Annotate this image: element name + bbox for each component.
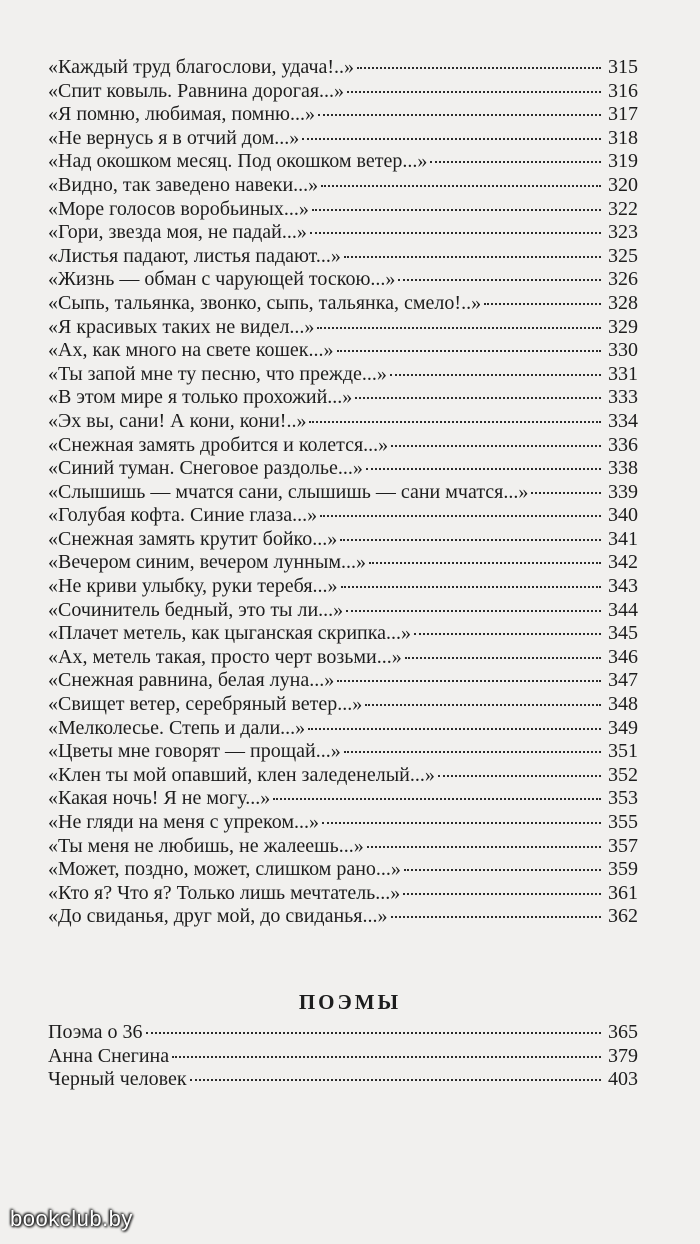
toc-entry	[48, 717, 638, 741]
toc-entry	[48, 56, 638, 80]
entry-title: «Гори, звезда моя, не падай...»	[48, 221, 307, 244]
toc-entry	[48, 339, 638, 363]
dot-leader	[531, 492, 601, 494]
toc-entry	[48, 80, 638, 104]
toc-entry	[48, 882, 638, 906]
entry-title: «Не гляди на меня с упреком...»	[48, 811, 320, 833]
toc-entry	[48, 457, 638, 481]
dot-leader	[312, 209, 601, 211]
dot-leader	[391, 445, 601, 447]
entry-title: «Море голосов воробьиных...»	[48, 197, 309, 220]
page-number: 322	[608, 197, 638, 220]
toc-entry	[48, 174, 638, 198]
toc-entry	[48, 434, 638, 458]
dot-leader	[405, 657, 601, 659]
toc-entry	[48, 905, 638, 929]
entry-title: «В этом мире я только прохожий...»	[48, 386, 353, 409]
toc-entry	[48, 575, 638, 599]
toc-entry	[48, 268, 638, 292]
entry-title: «Сочинитель бедный, это ты ли...»	[48, 598, 344, 621]
page-number: 348	[608, 693, 638, 716]
dot-leader	[344, 751, 601, 753]
dot-leader	[322, 822, 601, 824]
page-number: 318	[608, 126, 638, 149]
dot-leader	[146, 1032, 602, 1034]
page-number: 342	[608, 551, 638, 574]
toc-entry	[48, 622, 638, 646]
dot-leader	[337, 350, 602, 352]
page-number: 333	[608, 386, 638, 409]
dot-leader	[346, 610, 601, 612]
entry-title: «Эх вы, сани! А кони, кони!..»	[48, 409, 307, 432]
dot-leader	[321, 185, 601, 187]
entry-title: «Голубая кофта. Синие глаза...»	[48, 504, 318, 527]
page-number: 346	[608, 645, 638, 668]
entry-title: «Ты запой мне ту песню, что прежде...»	[48, 362, 387, 385]
entry-title: «Какая ночь! Я не могу...»	[48, 787, 271, 810]
entry-title: «Свищет ветер, серебряный ветер...»	[48, 693, 363, 716]
page-number: 359	[608, 858, 638, 881]
toc-entry	[48, 740, 638, 764]
toc-entry	[48, 1068, 638, 1092]
page-number: 325	[608, 244, 638, 267]
dot-leader	[430, 161, 601, 163]
entry-title: «Слышишь — мчатся сани, слышишь — сани мчатся...»	[48, 480, 529, 503]
dot-leader	[366, 468, 601, 470]
entry-title: «Видно, так заведено навеки...»	[48, 173, 319, 196]
toc-entry	[48, 528, 638, 552]
entry-title: «Мелколесье. Степь и дали...»	[48, 716, 306, 739]
dot-leader	[310, 232, 601, 234]
toc-entry	[48, 150, 638, 174]
watermark-text: bookclub.by	[10, 1206, 133, 1231]
page-number: 349	[608, 716, 638, 739]
toc-entry	[48, 363, 638, 387]
dot-leader	[337, 680, 601, 682]
entry-title: «Синий туман. Снеговое раздолье...»	[48, 457, 363, 480]
toc-entry	[48, 669, 638, 693]
page-number: 351	[608, 740, 638, 763]
page-number: 316	[608, 79, 638, 102]
toc-entry	[48, 292, 638, 316]
page-number: 319	[608, 150, 638, 173]
entry-title: «Жизнь — обман с чарующей тоскою...»	[48, 268, 396, 291]
entry-title: «Снежная равнина, белая луна...»	[48, 669, 335, 692]
toc-entry	[48, 1021, 638, 1045]
dot-leader	[365, 704, 601, 706]
entry-title: Анна Снегина	[48, 1044, 170, 1067]
page-number: 329	[608, 315, 638, 338]
toc-entry	[48, 410, 638, 434]
toc-entry	[48, 646, 638, 670]
entry-title: «Клен ты мой опавший, клен заледенелый...»	[48, 763, 435, 786]
page-number: 379	[608, 1044, 638, 1067]
toc-entry	[48, 858, 638, 882]
dot-leader	[320, 515, 601, 517]
page-number: 328	[608, 291, 638, 314]
page-number: 355	[608, 811, 638, 833]
poems-list	[48, 1021, 638, 1092]
dot-leader	[398, 279, 601, 281]
page-number: 317	[608, 103, 638, 126]
entry-title: «Спит ковыль. Равнина дорогая...»	[48, 79, 345, 102]
entry-title: «Вечером синим, вечером лунным...»	[48, 551, 366, 574]
entry-title: «Снежная замять крутит бойко...»	[48, 527, 338, 550]
dot-leader	[484, 303, 601, 305]
page-number: 341	[608, 527, 638, 550]
entry-title: «До свиданья, друг мой, до свиданья...»	[48, 905, 388, 928]
entry-title: «Я помню, любимая, помню...»	[48, 103, 315, 126]
dot-leader	[302, 138, 601, 140]
page-number: 357	[608, 834, 638, 857]
toc-entry	[48, 551, 638, 575]
toc-entry	[48, 787, 638, 811]
toc-entry	[48, 481, 638, 505]
dot-leader	[357, 67, 601, 69]
page-number: 320	[608, 173, 638, 196]
page-number: 330	[608, 339, 638, 362]
entry-title: «Ах, метель такая, просто черт возьми...»	[48, 645, 402, 668]
toc-entry	[48, 693, 638, 717]
dot-leader	[403, 893, 601, 895]
toc-entry	[48, 198, 638, 222]
dot-leader	[367, 846, 601, 848]
toc-entry	[48, 316, 638, 340]
entry-title: «Каждый труд благослови, удача!..»	[48, 56, 355, 78]
page-number: 365	[608, 1021, 638, 1043]
dot-leader	[340, 539, 601, 541]
entry-title: Поэма о 36	[48, 1021, 143, 1043]
page-number: 343	[608, 575, 638, 598]
page-number: 353	[608, 787, 638, 810]
section-heading-poems: ПОЭМЫ	[298, 990, 402, 1014]
page-number: 352	[608, 763, 638, 786]
page-number: 345	[608, 622, 638, 645]
entry-title: «Не вернусь я в отчий дом...»	[48, 126, 300, 149]
table-of-contents	[48, 56, 638, 929]
toc-entry	[48, 835, 638, 859]
toc-entry	[48, 599, 638, 623]
dot-leader	[369, 562, 601, 564]
toc-entry	[48, 811, 638, 835]
dot-leader	[317, 327, 601, 329]
dot-leader	[438, 775, 601, 777]
entry-title: «Не криви улыбку, руки теребя...»	[48, 575, 338, 598]
page-number: 340	[608, 504, 638, 527]
dot-leader	[308, 728, 601, 730]
dot-leader	[318, 114, 601, 116]
entry-title: «Снежная замять дробится и колется...»	[48, 433, 389, 456]
page-number: 403	[608, 1068, 638, 1091]
toc-entry	[48, 245, 638, 269]
entry-title: «Листья падают, листья падают...»	[48, 244, 341, 267]
entry-title: «Сыпь, тальянка, звонко, сыпь, тальянка, смело!..»	[48, 291, 482, 314]
entry-title: «Я красивых таких не видел...»	[48, 315, 315, 338]
dot-leader	[355, 397, 601, 399]
toc-entry	[48, 386, 638, 410]
entry-title: «Над окошком месяц. Под окошком ветер...»	[48, 150, 428, 173]
dot-leader	[273, 798, 601, 800]
toc-entry	[48, 504, 638, 528]
entry-title: «Цветы мне говорят — прощай...»	[48, 740, 341, 763]
dot-leader	[390, 374, 601, 376]
dot-leader	[347, 91, 601, 93]
page-number: 326	[608, 268, 638, 291]
page-number: 323	[608, 221, 638, 244]
dot-leader	[391, 916, 602, 918]
dot-leader	[309, 421, 601, 423]
dot-leader	[341, 586, 601, 588]
dot-leader	[414, 633, 601, 635]
entry-title: «Плачет метель, как цыганская скрипка...»	[48, 622, 412, 645]
page-number: 361	[608, 881, 638, 904]
page-number: 339	[608, 480, 638, 503]
page-number: 347	[608, 669, 638, 692]
page-number: 331	[608, 362, 638, 385]
page-number: 344	[608, 598, 638, 621]
toc-entry	[48, 221, 638, 245]
toc-entry	[48, 1045, 638, 1069]
dot-leader	[344, 256, 601, 258]
dot-leader	[190, 1079, 601, 1081]
toc-entry	[48, 103, 638, 127]
entry-title: «Ах, как много на свете кошек...»	[48, 339, 334, 362]
page-number: 338	[608, 457, 638, 480]
page-number: 336	[608, 433, 638, 456]
page-number: 362	[608, 905, 638, 928]
entry-title: «Кто я? Что я? Только лишь мечтатель...»	[48, 881, 401, 904]
entry-title: «Может, поздно, может, слишком рано...»	[48, 858, 401, 881]
toc-entry	[48, 764, 638, 788]
page-number: 334	[608, 409, 638, 432]
entry-title: Черный человек	[48, 1068, 187, 1091]
dot-leader	[404, 869, 601, 871]
page-number: 315	[608, 56, 638, 78]
entry-title: «Ты меня не любишь, не жалеешь...»	[48, 834, 364, 857]
toc-entry	[48, 127, 638, 151]
dot-leader	[172, 1056, 601, 1058]
